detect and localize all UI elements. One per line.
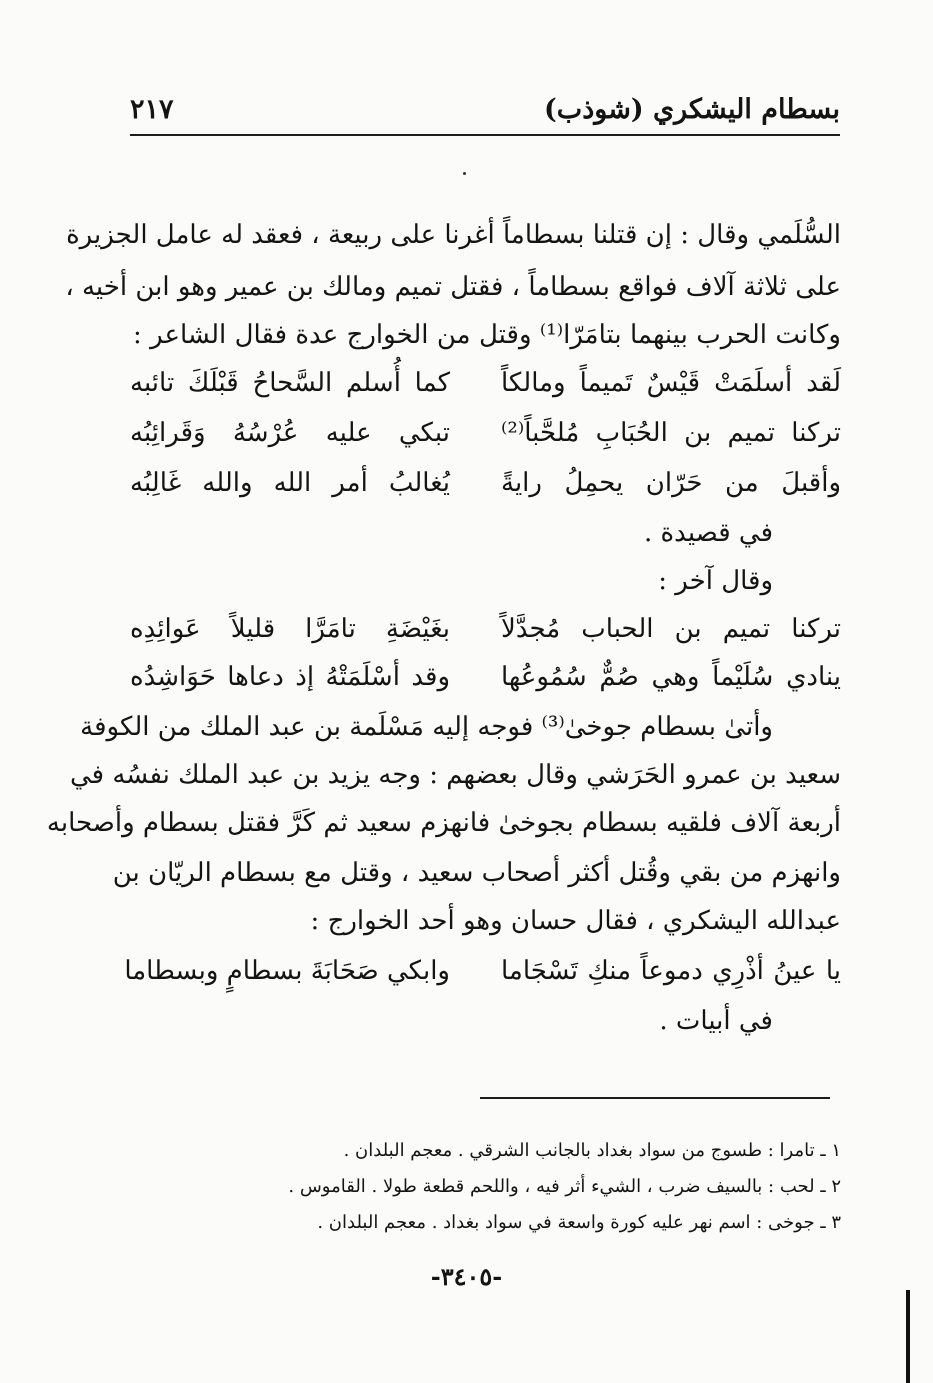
verse-hemistich-second: كما أُسلم السَّحاحُ قَبْلَكَ تائبه <box>130 368 450 398</box>
verse-hemistich-second: بغَيْضَةِ تامَرَّا قليلاً عَوائِدِه <box>130 614 450 644</box>
body-line: على ثلاثة آلاف فواقع بسطاماً ، فقتل تميم ومالك بن عمير وهو ابن أخيه ، <box>65 272 841 302</box>
body-line: وانهزم من بقي وقُتل أكثر أصحاب سعيد ، وقتل مع بسطام الريّان بن <box>112 858 841 888</box>
body-line: في قصيدة . <box>644 518 773 548</box>
body-line: سعيد بن عمرو الحَرَشي وقال بعضهم : وجه يزيد بن عبد الملك نفسُه في <box>69 760 841 790</box>
body-line: السُّلَمي وقال : إن قتلنا بسطاماً أغرنا على ربيعة ، فعقد له عامل الجزيرة <box>66 220 841 250</box>
verse-hemistich-first: تركنا تميم بن الحباب مُجدَّلاً <box>501 614 841 644</box>
folio-number: -٣٤٠٥- <box>430 1262 503 1291</box>
body-line: عبدالله اليشكري ، فقال حسان وهو أحد الخوارج : <box>310 906 841 936</box>
verse-hemistich-second: يُغالبُ أمر الله والله غَالِبُه <box>130 468 450 498</box>
body-line: وكانت الحرب بينهما بتامَرّا⁽¹⁾ وقتل من الخوارج عدة فقال الشاعر : <box>133 320 841 350</box>
page-number: ٢١٧ <box>130 94 174 125</box>
verse-hemistich-first: ينادي سُلَيْماً وهي صُمٌّ سُمُوعُها <box>501 662 841 692</box>
footnote-rule <box>480 1097 830 1099</box>
running-header <box>130 92 840 136</box>
verse-hemistich-second: وابكي صَحَابَةَ بسطامٍ وبسطاما <box>124 956 450 986</box>
verse-hemistich-first: وأقبلَ من حَرّان يحمِلُ رايةً <box>501 468 841 498</box>
body-line: أربعة آلاف فلقيه بسطام بجوخىٰ فانهزم سعيد ثم كَرَّ فقتل بسطام وأصحابه <box>46 808 841 838</box>
scan-speck <box>463 172 466 175</box>
body-line: في أبيات . <box>659 1006 773 1036</box>
footnote-2: ٢ ـ لحب : بالسيف ضرب ، الشيء أثر فيه ، واللحم قطعة طولا . القاموس . <box>288 1176 841 1197</box>
verse-hemistich-first: يا عينُ أذْرِي دموعاً منكِ تَسْجَاما <box>501 956 841 986</box>
verse-hemistich-second: تبكي عليه عُرْسُهُ وَقَرائِبُه <box>130 418 450 448</box>
running-title: بسطام اليشكري (شوذب) <box>544 94 840 125</box>
footnote-1: ١ ـ تامرا : طسوج من سواد بغداد بالجانب الشرقي . معجم البلدان . <box>343 1140 841 1161</box>
body-line: وأتىٰ بسطام جوخىٰ⁽³⁾ فوجه إليه مَسْلَمة بن عبد الملك من الكوفة <box>80 712 773 742</box>
verse-hemistich-second: وقد أسْلَمَتْهُ إذ دعاها حَوَاشِدُه <box>130 662 450 692</box>
verse-hemistich-first: تركنا تميم بن الحُبَابِ مُلحَّباً⁽²⁾ <box>501 418 841 448</box>
footnote-3: ٣ ـ جوخى : اسم نهر عليه كورة واسعة في سواد بغداد . معجم البلدان . <box>317 1212 841 1233</box>
verse-hemistich-first: لَقد أسلَمَتْ قَيْسٌ تَميماً ومالكاً <box>501 368 841 398</box>
scan-edge-shadow <box>906 1290 910 1383</box>
body-line: وقال آخر : <box>658 566 773 596</box>
